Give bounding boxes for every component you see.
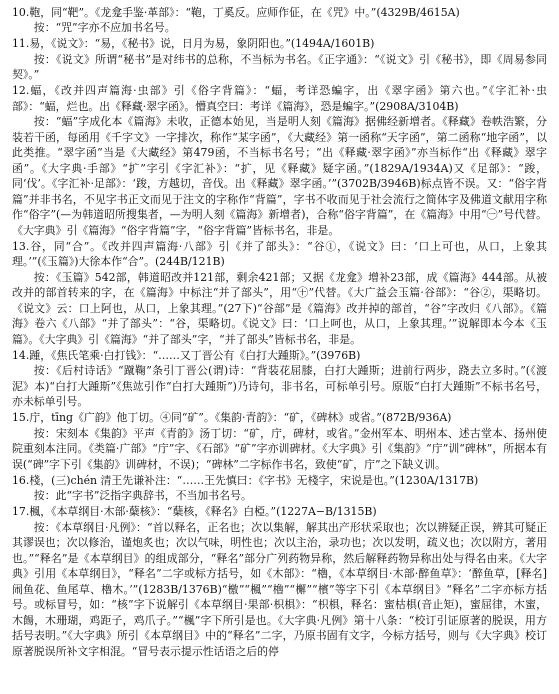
- entry-13: 13.谷，同“合”。《改并四声篇海·八部》引《并了部头》：“谷①，《说文》曰：‘口上可也，从口，上象其理。’”(《玉篇》)大徐本作“合”。(244B/121B): [12, 239, 547, 268]
- entry-12: 12.蝠，《改并四声篇海·虫部》引《俗字背篇》：“蝠，考详恐蝙字，出《翠字函》第六也。”《字汇补·虫部》：“蝠，烂也。出《释藏·翠字函》。懵真空曰：考详《篇海》，恐是蝙字。”(2908A/3104B): [12, 84, 547, 113]
- entry-15: 15.庁，tīng《广韵》他丁切。④同“矿”。《集韵·青韵》：“矿，《碑林》或省。”(872B/936A): [12, 411, 452, 424]
- note-11: 按：《说文》所谓“秘书”是对纬书的总称，不当标为书名。《正字通》：“《说文》引《秘书》，即《周易参同契》。”: [12, 52, 547, 81]
- note-17: 按：《本草纲目·凡例》：“首以释名，正名也；次以集解，解其出产形状采取也；次以辨疑正误，辨其可疑正其谬误也；次以修治，谨炮炙也；次以气味，明性也；次以主治，录功也；次以发明，疏义也；次以附方，著用也。”“释名”是《本草纲目》的组成部分，“释名”部分广列药物异称，然后解释药物异称出处与得名由来。《大字典》引用《本草纲目》，“释名”二字或标方括号，如《木部》：“櫓，《本草纲目·木部·醉鱼草》：‘醉鱼草，[释名]闹鱼花、鱼尾草、櫓木。’”(1283B/1376B)“檄”“楓”“櫓”“檞”“檳”等字下引《本草纲目》“释名”二字亦标方括号。或标冒号，如：“核”字下说解引《本草纲目·果部·枳椇》：“枳椇，释名：蜜枯椇(音止矩)，蜜屈律，木蜜，木餳，木珊瑚，鸡距子，鸡爪子。”“楓”字下所引是也。《大字典·凡例》第十八条：“校订引证原著的脱误，用方括号表明。”《大字典》所引《本草纲目》中的“释名”二字，乃原书固有文字，今标方括号，则与《大字典》校订原著脱误所补文字相混。“冒号表示提示性话语之后的停: [12, 520, 547, 658]
- note-12: 按：“蝠”字成化本《篇海》未收，正德本始见，当是明人刻《篇海》据佛经新增者。《释藏》卷帙浩繁，分装若干函，每函用《千字文》一字排次，称作“某字函”，《大藏经》第一函称“天字函”，第二函称“地字函”，以此类推。“翠字函”当是《大藏经》第479函，不当标书名号；“出《释藏·翠字函》”亦当标作“出《释藏》翠字函”。《大字典·手部》“扩”字引《字汇补》：“扩，见《释藏》疑字函。”(1829A/1934A)又《足部》：“踆，同‘伐’。《字汇补·足部》：‘踆，方越切，音伐。出《释藏》翠字函。’”(3702B/3946B)标点皆不误。又：“俗字背篇”并非书名，不见字书正文而见于注文的字称作“背篇”，字书不收而见于社会流行之简体字及佛道文献用字称作“俗字”(—为韩道昭所搜集者，—为明人刻《篇海》新增者)，合称“俗字背篇”，在《篇海》中用“㊀”号代替。《大字典》引《篇海》“俗字背篇”字，“俗字背篇”皆标书名，非是。: [12, 115, 547, 237]
- note-16: 按：此“字书”泛指字典辞书，不当加书名号。: [33, 489, 252, 502]
- entry-10: 10.鞄，同“靶”。《龙龛手鉴·革部》：“鞄，丁奚反。应师作佂，在《咒》中。”(4329B/4615A): [12, 5, 460, 19]
- entry-11: 11.易，《说文》：“易，《秘书》说，日月为易，象阴阳也。”(1494A/1601B): [12, 37, 375, 50]
- entry-14: 14.踵，《焦氏笔乘·白打钱》：“……又丁晋公有《白打大踵斯》。”(3976B): [12, 348, 361, 362]
- note-10: 按：“咒”字亦不应加书名号。: [33, 21, 176, 34]
- entry-17: 17.楓，《本草纲目·木部·蘖核》：“蘖核，《释名》白椏。”(1227A−B/1315B): [12, 505, 377, 518]
- note-14: 按：《后村诗话》“蹴鞠”条引丁晋公(谓)诗：“背装花屈膝，白打大踵斯；进前行两步，跷去立多时。”(《渡泥》本)“白打大踵斯”《焦竑引作“白打大踵斯”)乃诗句，非书名，可标单引号。原版“白打大踵斯”不标书名号，亦未标单引号。: [12, 364, 547, 408]
- note-15: 按：宋刻本《集韵》平声《青韵》汤丁切：“矿，庁，碑材，或省。”金州军本、明州本、述古堂本、扬州使院重刻本注同。《类篇·广部》“庁”字、《石部》“矿”字亦训碑材。《大字典》引《集韵》“庁”训“碑林”，所据本有误(“碑”字下引《集韵》训碑材，不误)；“碑林”二字标作书名，致使“矿，庁”之下缺义训。: [12, 426, 547, 471]
- entry-16: 16.棧，(三)chén 清王先谦补注：“……王先慎曰：《字书》无棧字，宋说是也。”(1230A/1317B): [12, 473, 479, 487]
- note-13: 按：《玉篇》542部，韩道昭改并121部，剩余421部；又据《龙龛》增补23部，成《篇海》444部。从被改并的部首转来的字，在《篇海》中标注“并了部头”，用“㊉”代替。《大广益会玉篇·谷部》：“谷②，渠略切。《说文》云：口上阿也，从口，上象其理。”(27下)“谷部”是《篇海》改并掉的部首，“谷”字改归《八部》。《篇海》卷六《八部》“并了部头”：“谷，渠略切。《说文》曰：‘口上呵也，从口，上象其理。’”说解即本今本《玉篇》。《大字典》引《篇海》“并了部头”字，“并了部头”皆标书名，非是。: [12, 270, 547, 346]
